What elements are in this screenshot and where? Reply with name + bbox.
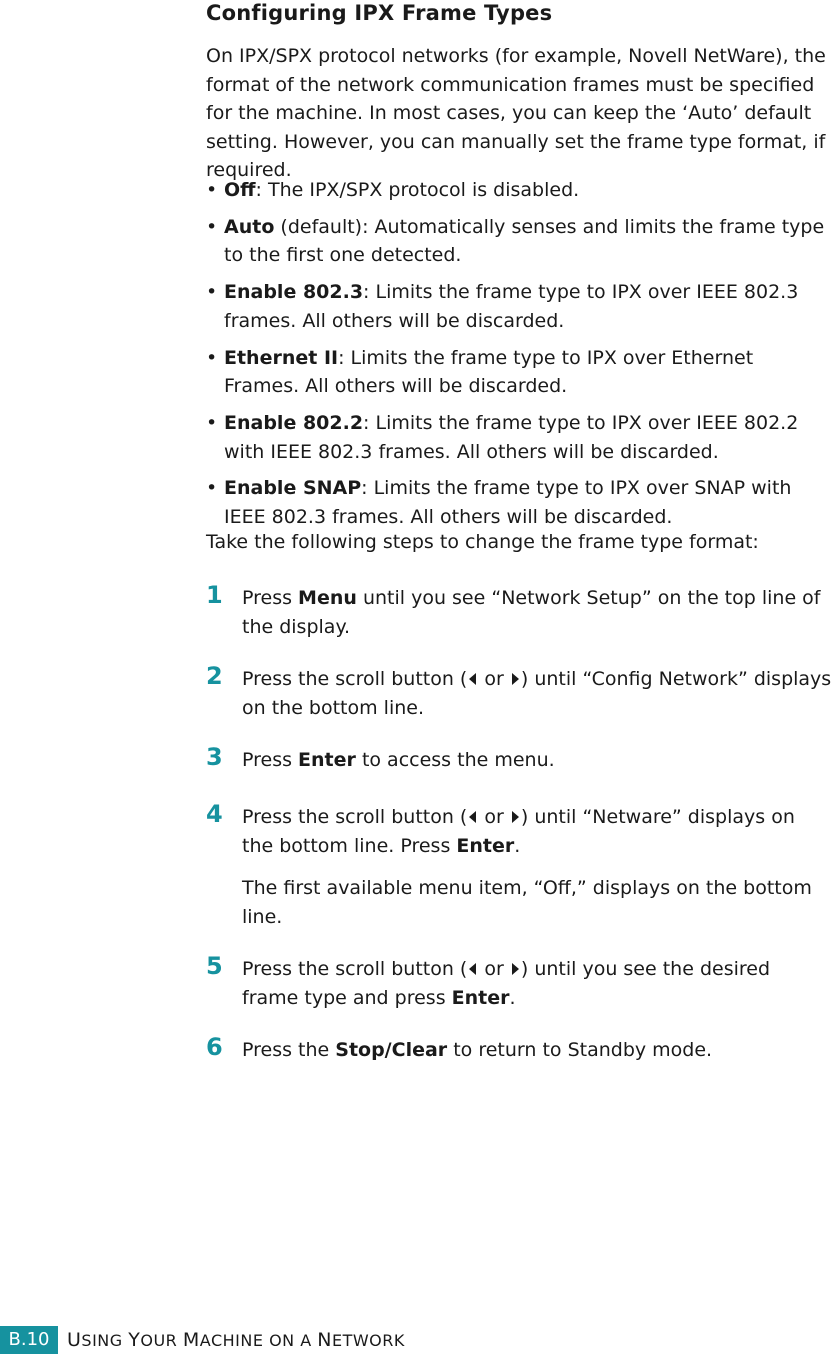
step-text-part: Press [242,749,299,771]
bullet-term: Enable 802.2 [224,411,364,434]
step-text-part: or [478,668,510,690]
step-text [242,584,832,641]
step-key: Stop/Clear [335,1039,448,1061]
step-number: 4 [206,800,223,828]
bullet-text: : Limits the frame type to IPX over IEEE 802.2 with IEEE 802.3 frames. All others will be discarded. [224,411,799,463]
step-text-part: to access the menu. [355,749,555,771]
scroll-right-icon [512,673,519,685]
step-text-part: ) until “Config Network” displays on the bottom line. [242,668,832,719]
bullet-term: Off [224,179,256,201]
list-item [206,344,832,401]
chapter-title [67,1326,405,1355]
step-number: 5 [206,952,223,980]
list-item [206,213,832,270]
chapter-title-part: Y [128,1329,141,1351]
step-key: Enter [298,749,356,771]
scroll-left-icon [469,963,476,975]
bullet-term: Ethernet II [224,346,339,369]
bullet-text: : Limits the frame type to IPX over IEEE 802.3 frames. All others will be discarded. [224,281,799,332]
step-text [242,746,832,775]
step-number: 2 [206,662,223,690]
step-text-part: . [514,834,521,857]
step-text-part: ) until you see the desired frame type and press [242,958,771,1009]
chapter-title-part: N [317,1329,332,1351]
chapter-title-part: U [67,1329,82,1351]
scroll-left-icon [469,811,476,823]
chapter-title-part: SING [81,1331,123,1350]
scroll-right-icon [512,963,519,975]
bullet-text: : Limits the frame type to IPX over Ethernet Frames. All others will be discarded. [224,346,754,398]
step-text-part: Press the scroll button ( [242,958,468,980]
chapter-title-part: ETWORK [331,1331,405,1350]
step-text-part: ) until “Netware” displays on the bottom line. Press [242,806,795,857]
list-item [206,176,832,205]
step-text-part: . [509,986,516,1009]
list-item [206,409,832,466]
intro-paragraph: On IPX/SPX protocol networks (for example, Novell NetWare), the format of the network communication frames must be specified for the machine. In most cases, you can keep the ‘Auto’ default setting. However, you can manually set the frame type format, if required. [206,45,826,182]
chapter-title-part: ACHINE [199,1331,264,1350]
chapter-title-part: OUR [140,1331,178,1350]
bullet-term: Enable 802.3 [224,281,364,304]
step-text [242,803,832,860]
list-item [206,278,832,335]
step-text-part: to return to Standby mode. [447,1039,713,1061]
frame-type-list [206,176,832,540]
step-key: Enter [451,986,510,1009]
step-text [242,955,832,1012]
list-item [206,474,832,531]
step-text-part: until you see “Network Setup” on the top line of the display. [242,587,821,638]
page-number-badge: B.10 [0,1326,58,1354]
step-text-part: or [478,806,510,828]
bullet-term: Enable SNAP [224,477,362,500]
step-text-part: Press the [242,1039,336,1061]
step-key: Menu [298,587,357,609]
bullet-term: Auto [224,215,275,238]
step-text-part: Press the scroll button ( [242,806,468,828]
step-number: 1 [206,581,223,609]
step-text-part: Press the scroll button ( [242,668,468,690]
step-text [242,665,832,722]
bullet-text: : Limits the frame type to IPX over SNAP with IEEE 802.3 frames. All others will be discarded. [224,477,792,528]
page-title: Configuring IPX Frame Types [206,1,553,25]
step-text-part: Press [242,587,299,609]
step-note: The first available menu item, “Off,” displays on the bottom line. [242,877,812,928]
bullet-text: (default): Automatically senses and limits the frame type to the first one detected. [224,215,825,267]
step-number: 3 [206,743,223,771]
scroll-left-icon [469,673,476,685]
scroll-right-icon [512,811,519,823]
steps-intro: Take the following steps to change the frame type format: [206,531,759,553]
step-key: Enter [456,834,515,857]
page-footer [0,1326,832,1354]
step-text-part: or [478,958,510,980]
step-number: 6 [206,1033,223,1061]
step-text [242,1036,832,1065]
chapter-title-part: ON A [269,1331,312,1350]
bullet-text: : The IPX/SPX protocol is disabled. [255,179,580,201]
chapter-title-part: M [182,1329,200,1351]
